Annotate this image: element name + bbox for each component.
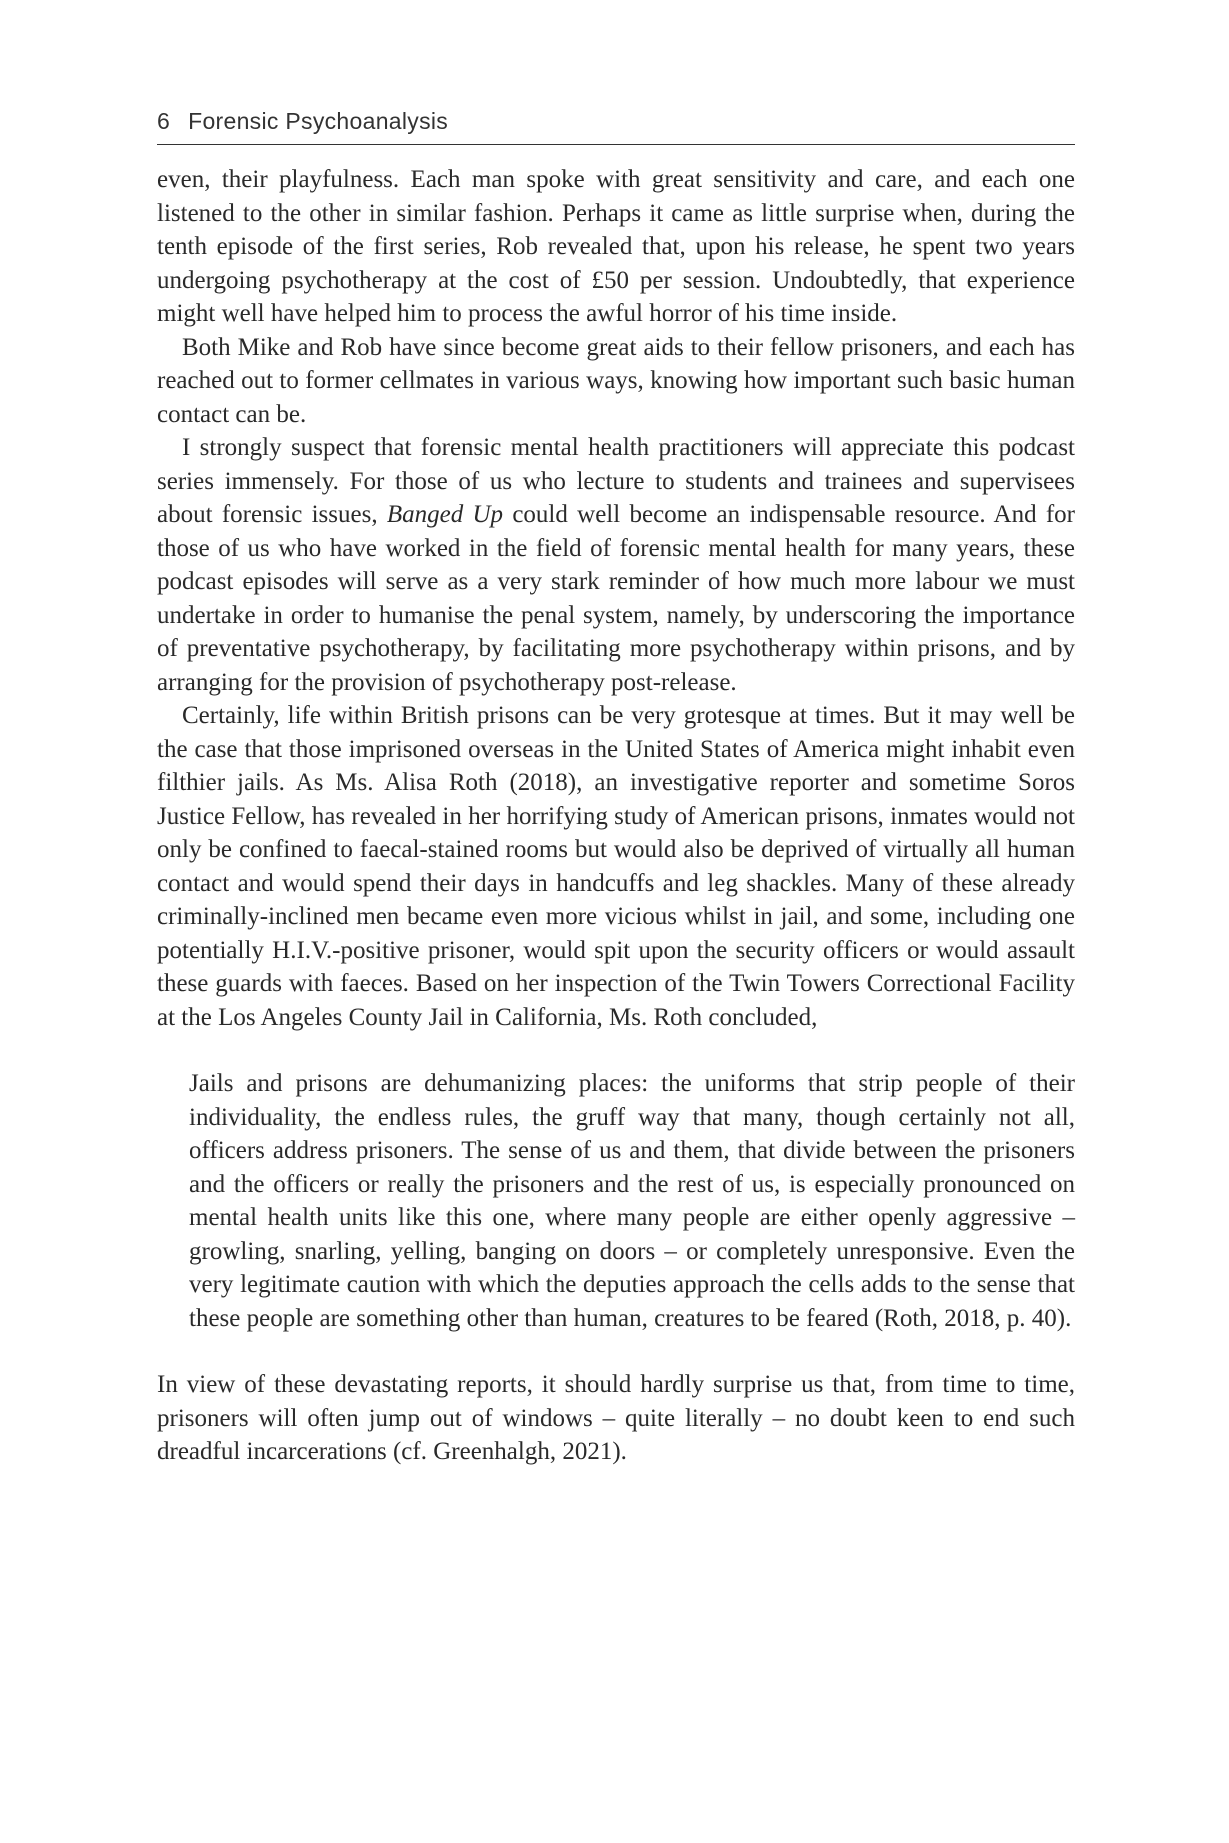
book-page [157,108,1075,1469]
running-head [157,108,1075,145]
running-title: Forensic Psychoanalysis [188,108,449,134]
paragraph-mike-and-rob: Both Mike and Rob have since become great aids to their fellow prisoners, and each has reached out to former cellmates in various ways, knowing how important such basic human contact can be. [157,333,1075,428]
body-text [157,163,1075,1469]
paragraph-american-prisons: Certainly, life within British prisons can be very grotesque at times. But it may well be the case that those imprisoned overseas in the United States of America might inhabit even filthier jails. As Ms. Alisa Roth (2018), an investigative reporter and sometime Soros Justice Fellow, has revealed in her horrifying study of American prisons, inmates would not only be confined to faecal-stained rooms but would also be deprived of virtually all human contact and would spend their days in handcuffs and leg shackles. Many of these already criminally-inclined men became even more vicious whilst in jail, and some, including one potentially H.I.V.-positive prisoner, would spit upon the security officers or would assault these guards with faeces. Based on her inspection of the Twin Towers Correctional Facility at the Los Angeles County Jail in California, Ms. Roth concluded, [157,702,1075,1031]
paragraph-podcast-series [157,431,1075,699]
block-quote: Jails and prisons are dehumanizing places: the uniforms that strip people of their individuality, the endless rules, the gruff way that many, though certainly not all, officers address prisoners. The sense of us and them, that divide between the prisoners and the officers or really the prisoners and the rest of us, is especially pronounced on mental health units like this one, where many people are either openly aggressive – growling, snarling, yelling, banging on doors – or completely unresponsive. Even the very legitimate caution with which the deputies approach the cells adds to the sense that these people are something other than human, creatures to be feared (Roth, 2018, p. 40). [189,1070,1075,1332]
podcast-title: Banged Up [386,501,504,528]
paragraph-continued: even, their playfulness. Each man spoke with great sensitivity and care, and each one listened to the other in similar fashion. Perhaps it came as little surprise when, during the tenth episode of the first series, Rob revealed that, upon his release, he spent two years undergoing psychotherapy at the cost of £50 per session. Undoubtedly, that experience might well have helped him to process the awful horror of his time inside. [157,166,1075,327]
page-number: 6 [157,108,171,134]
paragraph-closing: In view of these devastating reports, it should hardly surprise us that, from time to time, prisoners will often jump out of windows – quite literally – no doubt keen to end such dreadful incarcerations (cf. Greenhalgh, 2021). [157,1371,1075,1465]
paragraph-text-segment: I strongly suspect that forensic mental health practitioners will appreciate this podcast series immensely. For those of us who lecture to students and trainees and supervisees about forensic issues, [157,434,1075,528]
paragraph-text-segment: could well become an indispensable resource. And for those of us who have worked in the field of forensic mental health for many years, these podcast episodes will serve as a very stark reminder of how much more labour we must undertake in order to humanise the penal system, namely, by underscoring the importance of preventative psychotherapy, by facilitating more psychotherapy within prisons, and by arranging for the provision of psychotherapy post-release. [157,501,1075,696]
